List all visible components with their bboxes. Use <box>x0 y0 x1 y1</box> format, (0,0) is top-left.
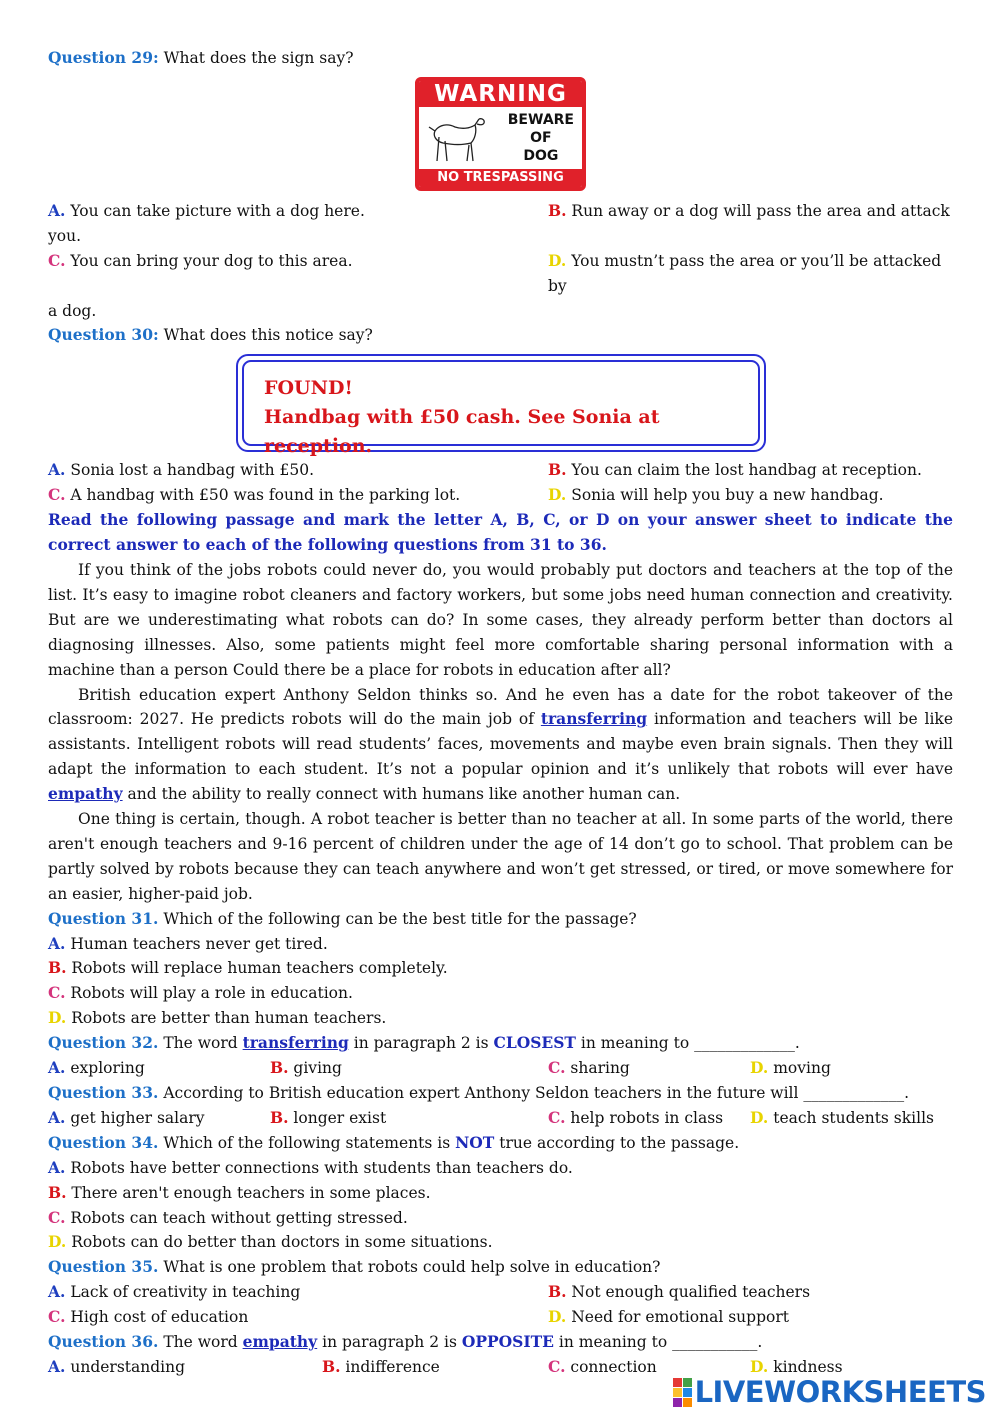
option-d[interactable]: D. Robots can do better than doctors in some situations. <box>48 1232 493 1252</box>
sign-beware: BEWARE <box>507 111 574 128</box>
options-row <box>48 1056 953 1081</box>
option-b[interactable]: B. Run away or a dog will pass the area and attack <box>548 200 950 220</box>
option-a[interactable]: A. understanding <box>48 1356 186 1376</box>
question-text: What does the sign say? <box>158 49 354 67</box>
option-c[interactable]: C. sharing <box>548 1058 630 1078</box>
warning-sign-image <box>48 71 953 199</box>
option-a[interactable]: A. get higher salary <box>48 1107 205 1127</box>
liveworksheets-brand[interactable] <box>673 1375 986 1409</box>
liveworksheets-logo-icon <box>673 1378 691 1406</box>
option-d[interactable]: D. Sonia will help you buy a new handbag. <box>548 485 884 505</box>
passage-paragraph-2: British education expert Anthony Seldon thinks so. And he even has a date for the robot takeover of the classroom: 2027. He predicts robots will do the main job of transferring information and teachers will be like assistants. Intelligent robots will read students’ faces, movements and maybe even brain signals. Then they will adapt the information to each student. It’s not a popular opinion and it’s unlikely that robots will ever have empathy and the ability to really connect with humans like another human can. <box>48 685 953 804</box>
question-31: Question 31. Which of the following can be the best title for the passage? <box>48 908 637 928</box>
options-row <box>48 249 953 299</box>
option-d[interactable]: D. teach students skills <box>750 1107 934 1127</box>
options-row <box>48 1280 953 1305</box>
keyword-transferring: transferring <box>540 709 648 729</box>
notice-line-2: Handbag with £50 cash. See Sonia at reception. <box>264 406 660 458</box>
option-c[interactable]: C. help robots in class <box>548 1107 724 1127</box>
option-c[interactable]: C. You can bring your dog to this area. <box>48 250 353 270</box>
brand-name: LIVEWORKSHEETS <box>694 1375 986 1409</box>
option-b[interactable]: B. longer exist <box>270 1107 387 1127</box>
found-notice-image <box>48 348 953 458</box>
warning-sign <box>415 77 586 191</box>
option-b-continued: you. <box>48 226 81 245</box>
question-36: Question 36. The word empathy in paragraph 2 is OPPOSITE in meaning to ___________. <box>48 1332 763 1352</box>
question-34: Question 34. Which of the following statements is NOT true according to the passage. <box>48 1132 740 1152</box>
option-d[interactable]: D. moving <box>750 1058 831 1078</box>
option-a[interactable]: A. exploring <box>48 1058 145 1078</box>
question-label: Question 29: <box>48 48 159 67</box>
option-b[interactable]: B. Robots will replace human teachers completely. <box>48 958 448 978</box>
option-a[interactable]: A. Human teachers never get tired. <box>48 933 328 953</box>
option-d[interactable]: D. Need for emotional support <box>548 1307 789 1327</box>
sign-dog: DOG <box>523 147 559 164</box>
option-b[interactable]: B. giving <box>270 1058 342 1078</box>
worksheet-page <box>48 46 953 1380</box>
keyword-empathy: empathy <box>48 784 123 804</box>
option-b[interactable]: B. There aren't enough teachers in some places. <box>48 1182 431 1202</box>
question-30 <box>48 323 953 348</box>
option-b[interactable]: B. You can claim the lost handbag at reception. <box>548 460 922 480</box>
sign-of: OF <box>530 129 552 146</box>
question-29 <box>48 46 953 71</box>
passage-paragraph-3: One thing is certain, though. A robot teacher is better than no teacher at all. In some parts of the world, there aren't enough teachers and 9-16 percent of children under the age of 14 don’t go to school. That problem can be partly solved by robots because they can teach anywhere and won’t get stressed, or tired, or move somewhere for an easier, higher-paid job. <box>48 810 953 903</box>
options-row <box>48 199 953 224</box>
options-row <box>48 483 953 508</box>
option-c[interactable]: C. Robots can teach without getting stressed. <box>48 1207 408 1227</box>
passage-paragraph-1: If you think of the jobs robots could never do, you would probably put doctors and teachers at the top of the list. It’s easy to imagine robot cleaners and factory workers, but some jobs need human connection and creativity. But are we underestimating what robots can do? In some cases, they already perform better than doctors al diagnosing illnesses. Also, some patients might feel more comfortable sharing personal information with a machine than a person Could there be a place for robots in education after all? <box>48 560 953 679</box>
option-d[interactable]: D. Robots are better than human teachers. <box>48 1008 387 1028</box>
option-d-continued: a dog. <box>48 301 97 320</box>
options-row <box>48 1106 953 1131</box>
option-d[interactable]: D. You mustn’t pass the area or you’ll be attacked by <box>548 250 942 295</box>
question-32: Question 32. The word transferring in paragraph 2 is CLOSEST in meaning to _____________. <box>48 1033 800 1053</box>
notice-line-1: FOUND! <box>264 377 353 400</box>
sign-no-trespassing: NO TRESPASSING <box>419 169 582 187</box>
found-notice <box>236 354 766 458</box>
dog-icon <box>425 109 487 167</box>
question-35: Question 35. What is one problem that robots could help solve in education? <box>48 1257 661 1277</box>
options-row <box>48 458 953 483</box>
option-a[interactable]: A. You can take picture with a dog here. <box>48 200 365 220</box>
option-d[interactable]: D. kindness <box>750 1356 843 1376</box>
option-c[interactable]: C. A handbag with £50 was found in the parking lot. <box>48 485 461 505</box>
option-c[interactable]: C. Robots will play a role in education. <box>48 983 353 1003</box>
option-c[interactable]: C. High cost of education <box>48 1307 249 1327</box>
question-text: What does this notice say? <box>158 326 373 345</box>
sign-warning-text: WARNING <box>419 81 582 107</box>
option-c[interactable]: C. connection <box>548 1356 657 1376</box>
options-row <box>48 1305 953 1330</box>
option-a[interactable]: A. Robots have better connections with students than teachers do. <box>48 1157 573 1177</box>
option-a[interactable]: A. Lack of creativity in teaching <box>48 1282 301 1302</box>
question-33: Question 33. According to British education expert Anthony Seldon teachers in the future will _____________. <box>48 1083 910 1102</box>
option-b[interactable]: B. indifference <box>322 1356 440 1376</box>
question-label: Question 30: <box>48 325 159 345</box>
option-a[interactable]: A. Sonia lost a handbag with £50. <box>48 460 315 480</box>
option-b[interactable]: B. Not enough qualified teachers <box>548 1282 811 1302</box>
reading-directions: Read the following passage and mark the letter A, B, C, or D on your answer sheet to indicate the correct answer to each of the following questions from 31 to 36. <box>48 510 953 555</box>
